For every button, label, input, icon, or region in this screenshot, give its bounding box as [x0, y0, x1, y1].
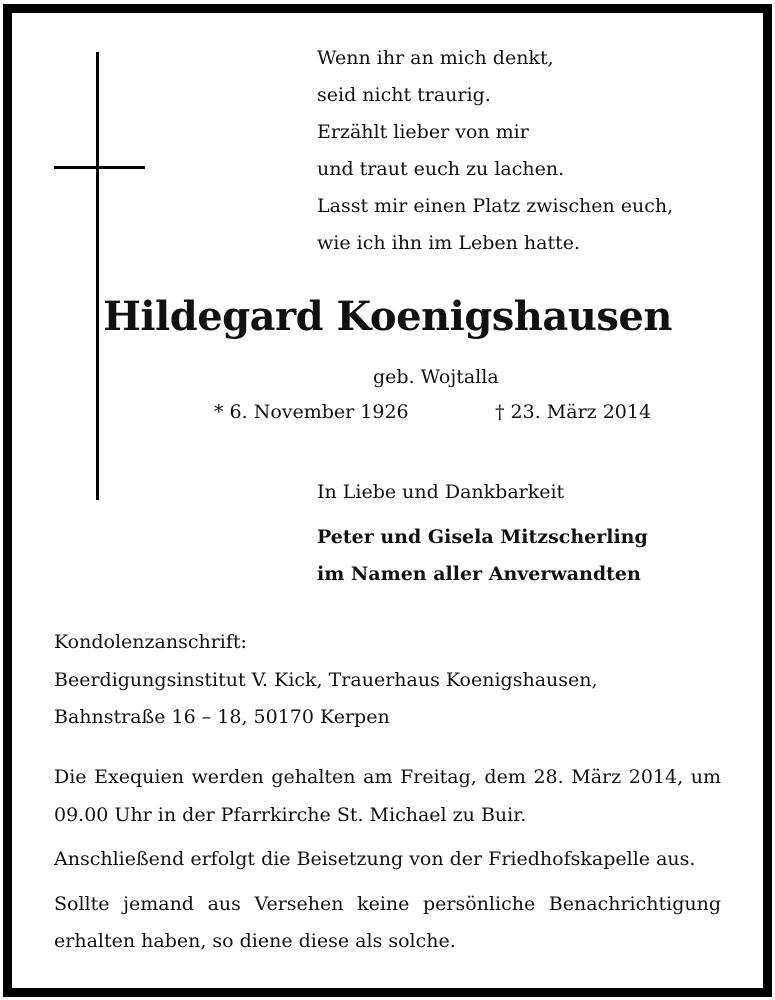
poem-line: wie ich ihn im Leben hatte.: [317, 232, 581, 254]
condolence-label: Kondolenzanschrift:: [54, 631, 247, 653]
poem-line: und traut euch zu lachen.: [317, 158, 565, 180]
mourners-intro: In Liebe und Dankbarkeit: [317, 481, 565, 503]
cross-icon-bar: [54, 166, 145, 169]
condolence-address: Bahnstraße 16 – 18, 50170 Kerpen: [54, 706, 390, 728]
deceased-name: Hildegard Koenigshausen: [103, 293, 672, 340]
condolence-address: Beerdigungsinstitut V. Kick, Trauerhaus Koenigshausen,: [54, 669, 598, 691]
mourners-line: Peter und Gisela Mitzscherling: [317, 526, 648, 548]
poem-line: Erzählt lieber von mir: [317, 121, 529, 143]
notice-text: erhalten haben, so diene diese als solche.: [54, 930, 456, 952]
birth-date: * 6. November 1926: [214, 401, 409, 423]
poem-line: Wenn ihr an mich denkt,: [317, 47, 554, 69]
burial-text: Anschließend erfolgt die Beisetzung von der Friedhofskapelle aus.: [54, 848, 696, 870]
death-date: † 23. März 2014: [495, 401, 652, 423]
mourners-line: im Namen aller Anverwandten: [317, 563, 641, 585]
notice-text: Sollte jemand aus Versehen keine persönliche Benachrichtigung: [54, 893, 721, 915]
service-text: 09.00 Uhr in der Pfarrkirche St. Michael zu Buir.: [54, 804, 527, 826]
maiden-name: geb. Wojtalla: [373, 366, 499, 388]
poem-line: seid nicht traurig.: [317, 84, 491, 106]
poem-line: Lasst mir einen Platz zwischen euch,: [317, 195, 674, 217]
service-text: Die Exequien werden gehalten am Freitag, dem 28. März 2014, um: [54, 766, 721, 788]
cross-icon: [96, 52, 99, 500]
